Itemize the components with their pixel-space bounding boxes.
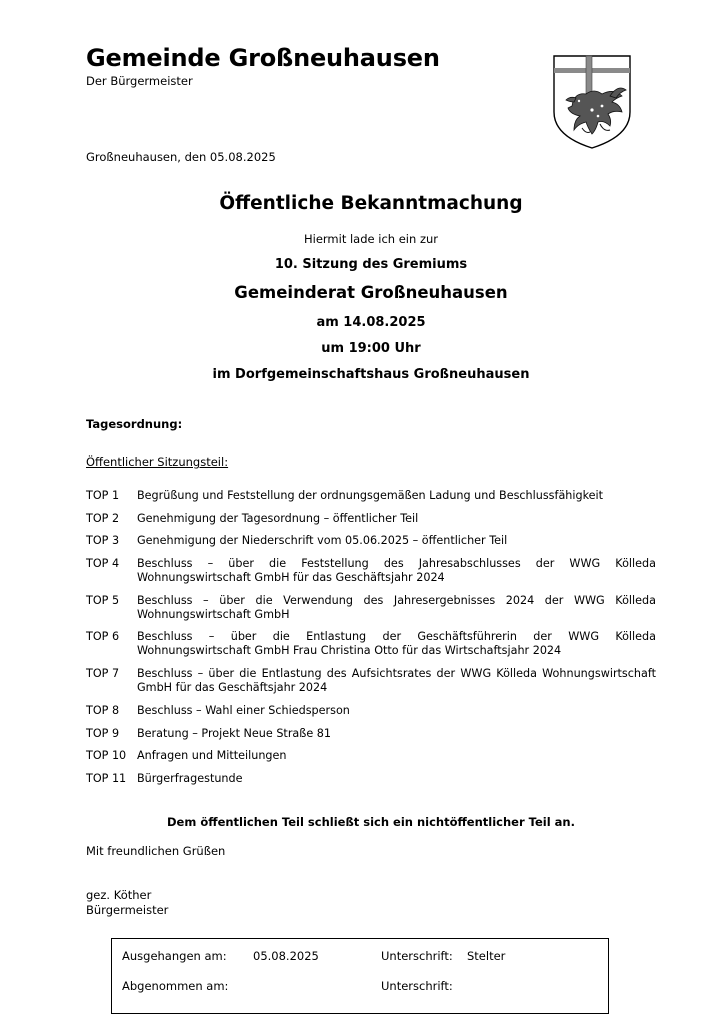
posted-signature-value: Stelter — [467, 949, 506, 963]
agenda-item-number: TOP 1 — [86, 489, 120, 502]
removed-label: Abgenommen am: — [122, 979, 229, 993]
meeting-time: um 19:00 Uhr — [321, 341, 421, 356]
non-public-section-note: Dem öffentlichen Teil schließt sich ein nichtöffentlicher Teil an. — [167, 815, 575, 829]
agenda-item — [86, 557, 656, 585]
public-section-heading: Öffentlicher Sitzungsteil: — [86, 455, 229, 469]
agenda-item-text: Beschluss – Wahl einer Schiedsperson — [137, 703, 350, 717]
agenda-heading: Tagesordnung: — [86, 417, 183, 431]
agenda-item — [86, 534, 656, 548]
agenda-item-number: TOP 7 — [86, 667, 120, 681]
posted-signature-label: Unterschrift: — [381, 949, 453, 963]
council-name: Gemeinderat Großneuhausen — [234, 283, 508, 302]
agenda-item-number: TOP 8 — [86, 703, 120, 717]
agenda-item-number: TOP 10 — [86, 749, 127, 763]
closing-greeting: Mit freundlichen Grüßen — [86, 844, 226, 858]
signature-name: gez. Köther — [86, 888, 152, 902]
notice-title: Öffentliche Bekanntmachung — [219, 193, 523, 214]
agenda-item-text: Beschluss – über die Entlastung der Geschäftsführerin der WWG Kölleda Wohnungswirtschaft GmbH Frau Christina Otto für das Wirtschaftsjahr 2024 — [137, 630, 656, 658]
agenda-item-text: Anfragen und Mitteilungen — [137, 749, 287, 763]
agenda-item-text: Bürgerfragestunde — [137, 771, 243, 785]
agenda-item-number: TOP 3 — [86, 534, 120, 548]
agenda-item-number: TOP 5 — [86, 593, 120, 607]
invitation-text: Hiermit lade ich ein zur — [303, 232, 438, 246]
posted-date: 05.08.2025 — [253, 949, 319, 963]
agenda-item-text: Beschluss – über die Feststellung des Jahresabschlusses der WWG Kölleda Wohnungswirtschaft GmbH für das Geschäftsjahr 2024 — [137, 557, 656, 585]
agenda-item-number: TOP 9 — [86, 726, 120, 740]
agenda-item — [86, 772, 656, 786]
agenda-item — [86, 594, 656, 622]
agenda-item — [86, 512, 656, 526]
agenda-item — [86, 727, 656, 741]
agenda-item-number: TOP 4 — [86, 557, 120, 571]
signature-role: Bürgermeister — [86, 903, 169, 917]
agenda-item — [86, 749, 656, 763]
meeting-date: am 14.08.2025 — [316, 315, 426, 330]
posted-label: Ausgehangen am: — [122, 949, 227, 963]
agenda-list — [86, 489, 656, 795]
coat-of-arms-icon — [552, 54, 632, 150]
agenda-item — [86, 489, 656, 503]
removed-signature-label: Unterschrift: — [381, 979, 453, 993]
agenda-item-number: TOP 6 — [86, 630, 120, 644]
agenda-item — [86, 630, 656, 658]
organization-name: Gemeinde Großneuhausen — [86, 44, 440, 72]
agenda-item-text: Genehmigung der Tagesordnung – öffentlicher Teil — [137, 511, 419, 525]
agenda-item-text: Begrüßung und Feststellung der ordnungsgemäßen Ladung und Beschlussfähigkeit — [137, 489, 604, 502]
agenda-item-text: Beschluss – über die Entlastung des Aufsichtsrates der WWG Kölleda Wohnungswirtschaft GmbH für das Geschäftsjahr 2024 — [137, 667, 656, 695]
agenda-item-text: Beratung – Projekt Neue Straße 81 — [137, 726, 331, 740]
agenda-item — [86, 667, 656, 695]
meeting-place: im Dorfgemeinschaftshaus Großneuhausen — [212, 367, 530, 382]
posting-record-box — [111, 938, 609, 1014]
agenda-item-text: Beschluss – über die Verwendung des Jahresergebnisses 2024 der WWG Kölleda Wohnungswirtschaft GmbH — [137, 593, 656, 621]
organization-subtitle: Der Bürgermeister — [86, 74, 193, 88]
agenda-item-number: TOP 11 — [86, 771, 127, 785]
agenda-item-text: Genehmigung der Niederschrift vom 05.06.2025 – öffentlicher Teil — [137, 534, 508, 548]
session-number: 10. Sitzung des Gremiums — [274, 257, 468, 272]
agenda-item-number: TOP 2 — [86, 511, 120, 525]
agenda-item — [86, 704, 656, 718]
place-and-date: Großneuhausen, den 05.08.2025 — [86, 150, 276, 164]
